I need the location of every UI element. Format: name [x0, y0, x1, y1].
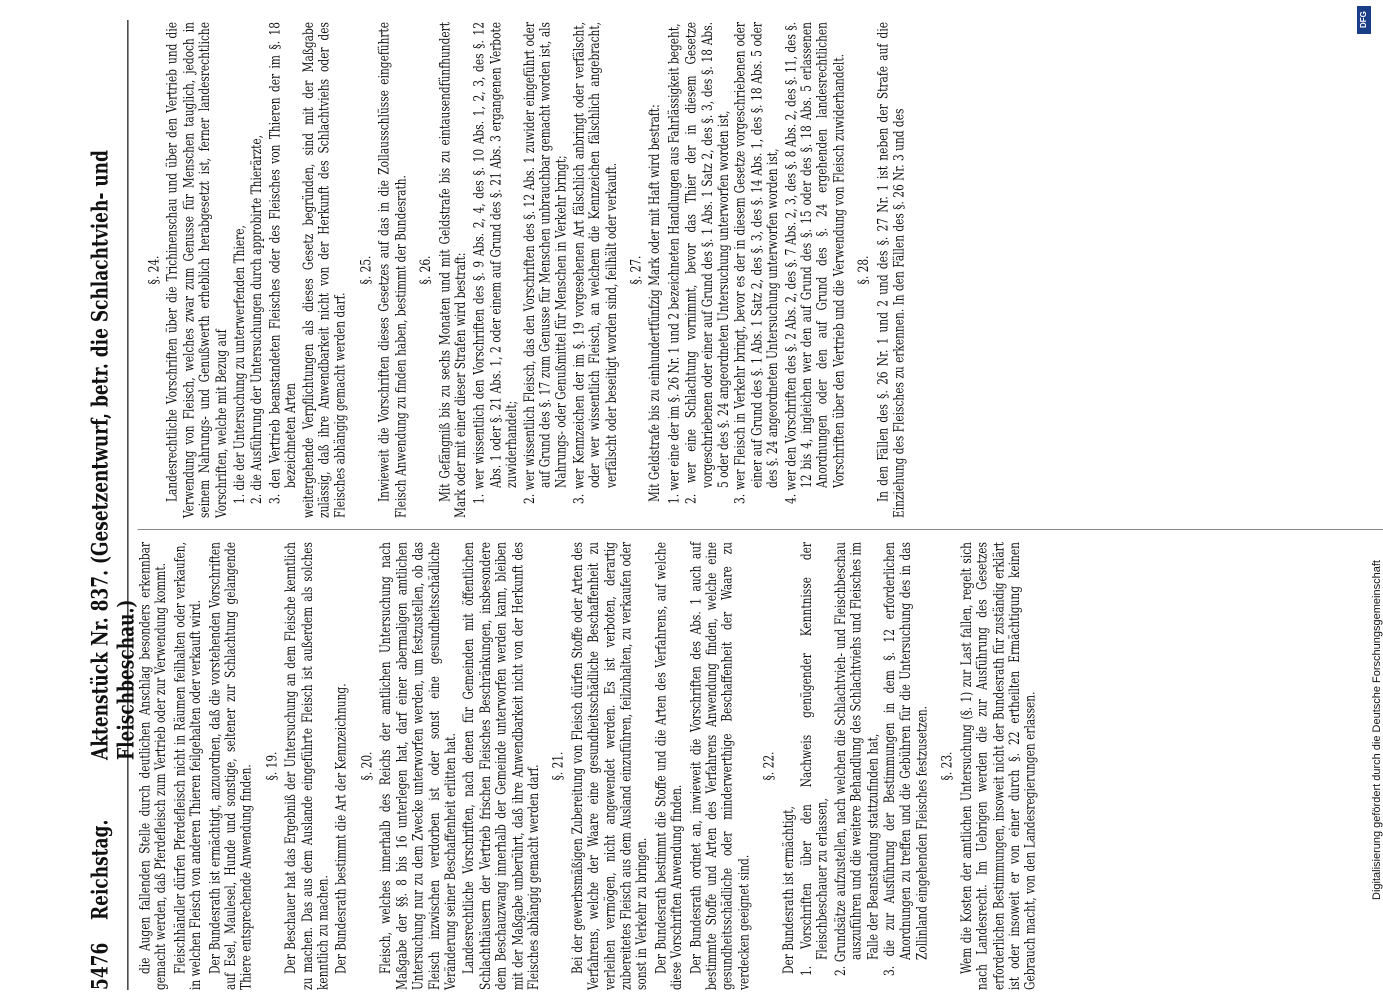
list-item: 1. wer eine der im §. 26 Nr. 1 und 2 bezeichneten Handlungen aus Fahrlässigkeit begeht, — [666, 23, 683, 504]
text-paragraph: Der Bundesrath bestimmt die Stoffe und die Arten des Verfahrens, auf welche diese Vorschriften Anwendung finden. — [653, 542, 686, 990]
paragraph-heading: §. 25. — [358, 255, 375, 285]
list-item: 2. Grundsätze aufzustellen, nach welchen die Schlachtvieh- und Fleischbeschau auszuführen und die weitere Behandlung des Schlachtviehs und Fleisches im Falle der Beanstandung stattzufinden hat, — [832, 542, 881, 976]
text-paragraph: weitergehende Verpflichtungen als dieses Gesetz begründen, sind mit der Maßgabe zulässig, daß ihre Anwendbarkeit nicht von der Herkunft des Schlachtviehs oder des Fleisches abhängig gemacht werden darf. — [300, 22, 349, 518]
list-item: 3. wer Fleisch in Verkehr bringt, bevor es der in diesem Gesetze vorgeschriebenen oder einer auf Grund des §. 1 Abs. 1 Satz 2, des §. 3, des §. 14 Abs. 1, des §. 18 Abs. 5 oder des §. 24 angeordneten Untersuchung unterworfen worden ist, — [733, 22, 782, 504]
digitization-credit-strip — [1343, 0, 1383, 1000]
list-item: 2. wer eine Schlachtung vornimmt, bevor das Thier der in diesem Gesetze vorgeschriebenen oder einer auf Grund des §. 1 Abs. 1 Satz 2, des §. 3, des §. 18 Abs. 5 oder des §. 24 angeordneten Untersuchung unterworfen worden ist, — [683, 22, 732, 504]
list-item: 2. die Ausführung der Untersuchungen durch approbirte Thierärzte, — [249, 134, 266, 504]
running-title: Reichstag. — [88, 819, 115, 920]
list-item: 3. die zur Ausführung der Bestimmungen in dem §. 12 erforderlichen Anordnungen zu treffen und die Gebühren für die Untersuchung des in das Zollinland eingehenden Fleisches festzusetzen. — [882, 542, 931, 976]
paragraph-heading: §. 19. — [264, 751, 281, 781]
text-paragraph: Der Bundesrath bestimmt die Art der Kennzeichnung. — [334, 683, 351, 974]
dfg-logo: DFG — [1357, 6, 1371, 34]
list-item: 3. wer Kennzeichen der im §. 19 vorgesehenen Art fälschlich anbringt oder verfälscht, oder wer wissentlich Fleisch, an welchem die Kennzeichen fälschlich angebracht, verfälscht oder beseitigt worden sind, feilhält oder verkauft. — [571, 22, 620, 504]
text-paragraph: Der Bundesrath ist ermächtigt, — [780, 806, 797, 974]
paragraph-heading: §. 28. — [856, 255, 873, 285]
text-paragraph: Wem die Kosten der amtlichen Untersuchung (§. 1) zur Last fallen, regelt sich nach Landesrecht. Im Uebrigen werden die zur Ausführung des Gesetzes erforderlichen Bestimmungen, insoweit nicht der Bundesrath für zuständig erklärt ist oder insoweit er von einer durch §. 22 ertheilten Ermächtigung keinen Gebrauch macht, von den Landesregierungen erlassen. — [958, 542, 1039, 990]
digitization-credit-text: Digitalisierung gefördert durch die Deutsche Forschungsgemeinschaft — [1371, 560, 1383, 900]
text-paragraph: Bei der gewerbsmäßigen Zubereitung von Fleisch dürfen Stoffe oder Arten des Verfahrens, welche der Waare eine gesundheitsschädliche Beschaffenheit zu verleihen vermögen, nicht angewendet werden. Es ist verboten, derartig zubereitetes Fleisch aus dem Ausland einzuführen, feilzuhalten, zu verkaufen oder sonst in Verkehr zu bringen. — [570, 542, 651, 990]
right-column — [138, 22, 911, 518]
text-paragraph: Der Bundesrath ist ermächtigt, anzuordnen, daß die vorstehenden Vorschriften auf Esel, Maulesel, Hunde und sonstige, seltener zur Schlachtung gelangende Thiere entsprechende Anwendung finden. — [207, 542, 256, 990]
document-title: Aktenstück Nr. 837. (Gesetzentwurf, betr. die Schlachtvieh- und Fleischbeschau.) — [88, 150, 141, 760]
text-paragraph: Landesrechtliche Vorschriften, nach denen für Gemeinden mit öffentlichen Schlachthäusern der Vertrieb frischen Fleisches Beschränkungen, insbesondere dem Beschauzwang innerhalb der Gemeinde unterworfen werden kann, bleiben mit der Maßgabe unberührt, daß ihre Anwendbarkeit nicht von der Herkunft des Fleisches abhängig gemacht werden darf. — [461, 542, 542, 990]
text-paragraph: Mit Geldstrafe bis zu einhundertfünfzig Mark oder mit Haft wird bestraft: — [647, 104, 664, 502]
paragraph-heading: §. 21. — [551, 751, 568, 781]
text-paragraph: Mit Gefängniß bis zu sechs Monaten und mit Geldstrafe bis zu eintausendfünfhundert Mark oder mit einer dieser Strafen wird bestraft: — [437, 22, 469, 518]
list-item: 3. den Vertrieb beanstandeten Fleisches oder des Fleisches von Thieren der im §. 18 bezeichneten Arten — [267, 22, 300, 504]
text-paragraph: Fleischhändler dürfen Pferdefleisch nicht in Räumen feilhalten oder verkaufen, in welchen Fleisch von anderen Thieren feilgehalten oder verkauft wird. — [172, 542, 205, 990]
paragraph-heading: §. 20. — [359, 751, 376, 781]
list-item: 1. wer wissentlich den Vorschriften des §. 9 Abs. 2, 4, des §. 10 Abs. 1, 2, 3, des §. 12 Abs. 1 oder §. 21 Abs. 1, 2 oder einem auf Grund des §. 21 Abs. 3 ergangenen Verbote zuwiderhandelt; — [472, 22, 520, 504]
paragraph-heading: §. 27. — [628, 255, 645, 285]
paragraph-heading: §. 24. — [146, 255, 163, 285]
list-item: 2. wer wissentlich Fleisch, das den Vorschriften des §. 12 Abs. 1 zuwider eingeführt oder auf Grund des §. 17 zum Genusse für Menschen unbrauchbar gemacht worden ist, als Nahrungs- oder Genußmittel für Menschen in Verkehr bringt; — [521, 22, 570, 504]
text-paragraph: Inwieweit die Vorschriften dieses Gesetzes auf das in die Zollausschlüsse eingeführte Fleisch Anwendung zu finden haben, bestimmt der Bundesrath. — [377, 22, 409, 518]
column-divider — [138, 529, 1383, 530]
paragraph-heading: §. 22. — [761, 751, 778, 781]
page-header — [70, 20, 141, 990]
left-column — [138, 542, 1042, 990]
text-paragraph: Landesrechtliche Vorschriften über die Trichinenschau und über den Vertrieb und die Verwendung von Fleisch, welches zwar zum Genusse für Menschen tauglich, jedoch in seinem Nahrungs- und Genußwerth erheblich herabgesetzt ist, ferner landesrechtliche Vorschriften, welche mit Bezug auf — [165, 22, 230, 518]
text-paragraph: Der Beschauer hat das Ergebniß der Untersuchung an dem Fleische kenntlich zu machen. Das aus dem Auslande eingeführte Fleisch ist außerdem als solches kenntlich zu machen. — [283, 542, 332, 990]
rotated-page-content — [70, 20, 1383, 990]
text-paragraph: Der Bundesrath ordnet an, inwieweit die Vorschriften des Abs. 1 auch auf bestimmte Stoffe und Arten des Verfahrens Anwendung finden, welche eine gesundheitsschädliche oder minderwerthige Beschaffenheit der Waare zu verdecken geeignet sind. — [688, 542, 753, 990]
list-item: 1. Vorschriften über den Nachweis genügender Kenntnisse der Fleischbeschauer zu erlassen, — [799, 542, 832, 976]
text-paragraph: die Augen fallenden Stelle durch deutlichen Anschlag besonders erkennbar gemacht werden, daß Pferdefleisch zum Vertrieb oder zur Verwendung kommt. — [137, 542, 170, 990]
text-paragraph: Fleisch, welches innerhalb des Reichs der amtlichen Untersuchung nach Maßgabe der §§. 8 bis 16 unterlegen hat, darf einer abermaligen amtlichen Untersuchung nur zu dem Zwecke unterworfen werden, um festzustellen, ob das Fleisch inzwischen verdorben ist oder sonst eine gesundheitsschädliche Veränderung seiner Beschaffenheit erlitten hat. — [378, 542, 459, 990]
text-paragraph: In den Fällen des §. 26 Nr. 1 und 2 und des §. 27 Nr. 1 ist neben der Strafe auf die Einziehung des Fleisches zu erkennen. In den Fällen des §. 26 Nr. 3 und des — [875, 22, 908, 518]
paragraph-heading: §. 26. — [418, 255, 435, 285]
list-item: 4. wer den Vorschriften des §. 2 Abs. 2, des §. 7 Abs. 2, 3, des §. 8 Abs. 2, des §. 11, des §. 12 bis 4, ingleichen wer den auf Grund des §. 15 oder des §. 18 Abs. 5 erlassenen Anordnungen oder den auf Grund des §. 24 ergehenden landesrechtlichen Vorschriften über den Vertrieb und die Verwendung von Fleisch zuwiderhandelt. — [783, 22, 848, 504]
paragraph-heading: §. 23. — [940, 751, 956, 781]
page-number: 5476 — [88, 942, 115, 990]
list-item: 1. die der Untersuchung zu unterwerfenden Thiere, — [232, 225, 249, 504]
